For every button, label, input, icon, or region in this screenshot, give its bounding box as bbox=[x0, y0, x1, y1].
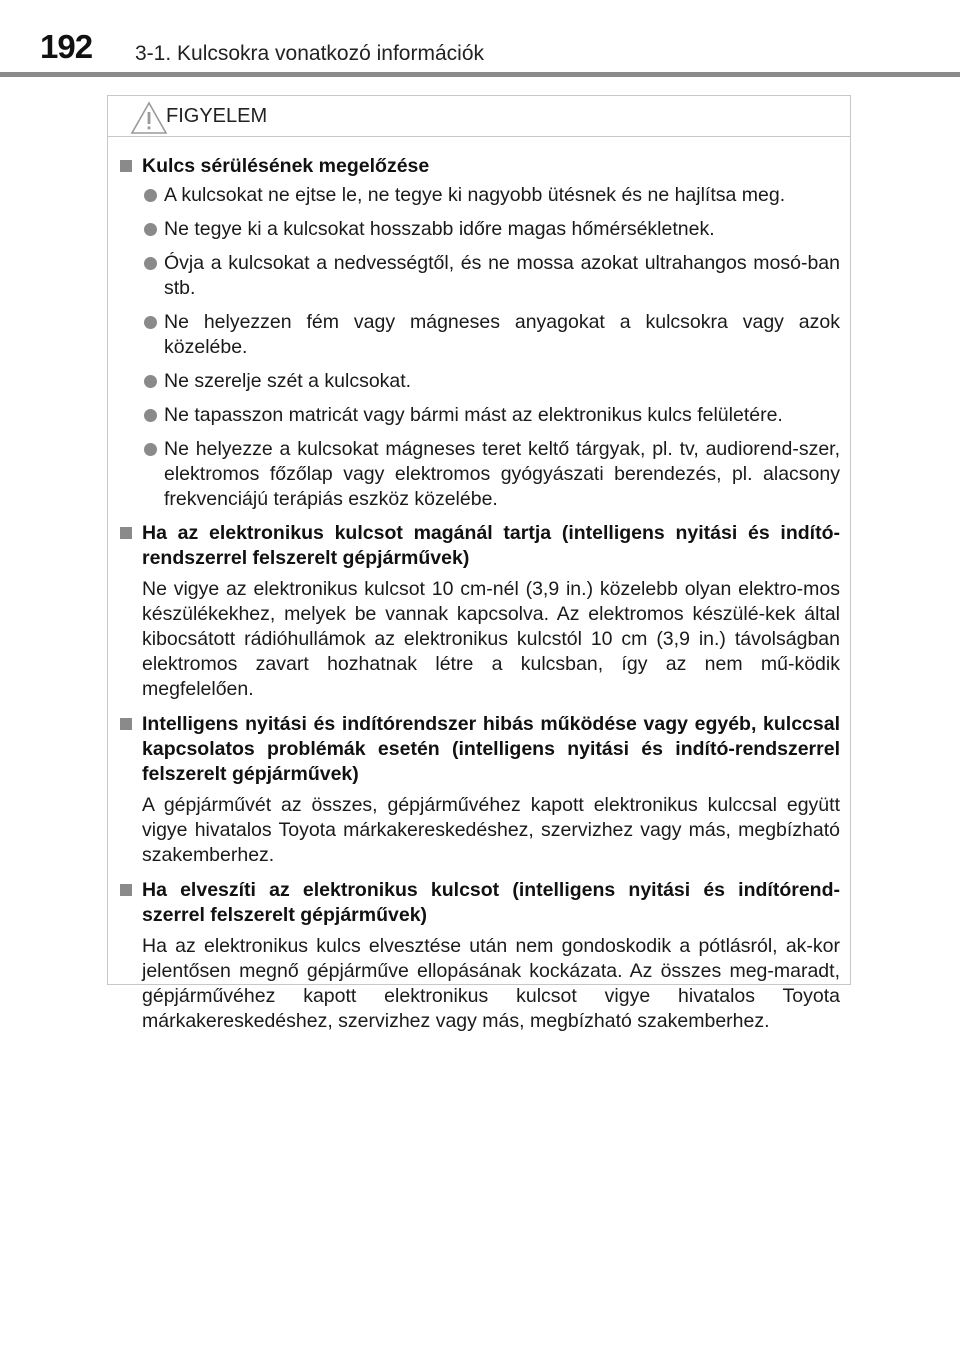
round-bullet-icon bbox=[144, 316, 157, 329]
topic-body: Ne vigye az elektronikus kulcsot 10 cm-nél (3,9 in.) közelebb olyan elektro-mos készülékekhez, melyek be vannak kapcsolva. Az elektromos készülé-kek által kibocsátott rádióhullámok az elektronikus kulcstól 10 cm (3,9 in.) távolságban elektromos zavart hozhatnak létre a kulcsban, így az nem mű-ködik megfelelően. bbox=[142, 578, 840, 700]
list-item-text: Ne helyezze a kulcsokat mágneses teret keltő tárgyak, pl. tv, audiorend-szer, elektromos főzőlap vagy elektromos gyógyászati berendezés, pl. alacsony frekvenciájú terápiás eszköz közelébe. bbox=[164, 438, 840, 510]
topic-lost-key bbox=[118, 878, 840, 1034]
topic-title: Intelligens nyitási és indítórendszer hibás működése vagy egyéb, kulccsal kapcsolatos problémák esetén (intelligens nyitási és indító-rendszerrel felszerelt gépjárművek) bbox=[142, 713, 840, 785]
topic-key-damage bbox=[118, 154, 840, 512]
bullet-list bbox=[142, 183, 840, 512]
warning-header bbox=[108, 96, 850, 137]
warning-box bbox=[107, 95, 851, 1032]
round-bullet-icon bbox=[144, 409, 157, 422]
header-rule bbox=[0, 72, 960, 77]
topic-malfunction bbox=[118, 712, 840, 868]
list-item bbox=[142, 217, 840, 242]
list-item-text: Óvja a kulcsokat a nedvességtől, és ne mossa azokat ultrahangos mosó-ban stb. bbox=[164, 252, 840, 299]
topic-title: Ha az elektronikus kulcsot magánál tartja (intelligens nyitási és indító-rendszerrel felszerelt gépjárművek) bbox=[142, 522, 840, 569]
list-item-text: Ne tapasszon matricát vagy bármi mást az elektronikus kulcs felületére. bbox=[164, 404, 783, 426]
list-item-text: A kulcsokat ne ejtse le, ne tegye ki nagyobb ütésnek és ne hajlítsa meg. bbox=[164, 184, 786, 206]
square-bullet-icon bbox=[120, 718, 132, 730]
list-item-text: Ne szerelje szét a kulcsokat. bbox=[164, 370, 412, 392]
page-number: 192 bbox=[40, 28, 93, 65]
topic-title: Kulcs sérülésének megelőzése bbox=[142, 155, 430, 177]
round-bullet-icon bbox=[144, 223, 157, 236]
list-item bbox=[142, 369, 840, 394]
section-title: 3-1. Kulcsokra vonatkozó információk bbox=[135, 42, 484, 65]
topic-body: Ha az elektronikus kulcs elvesztése után nem gondoskodik a pótlásról, ak-kor jelentősen megnő gépjárműve ellopásának kockázata. Az összes meg-maradt, gépjárművéhez kapott elektronikus kulcsot vigye hivatalos Toyota márkakereskedéshez, szervizhez vagy más, megbízható szakemberhez. bbox=[142, 935, 840, 1032]
round-bullet-icon bbox=[144, 189, 157, 202]
list-item bbox=[142, 310, 840, 360]
square-bullet-icon bbox=[120, 527, 132, 539]
warning-triangle-icon bbox=[130, 101, 168, 135]
round-bullet-icon bbox=[144, 257, 157, 270]
list-item bbox=[142, 183, 840, 208]
topic-body: A gépjárművét az összes, gépjárművéhez kapott elektronikus kulccsal együtt vigye hivatalos Toyota márkakereskedéshez, szervizhez vagy más, megbízható szakemberhez. bbox=[142, 794, 840, 866]
page-header bbox=[0, 0, 960, 80]
topic-title: Ha elveszíti az elektronikus kulcsot (intelligens nyitási és indítórend-szerrel felszerelt gépjárművek) bbox=[142, 879, 840, 926]
warning-title: FIGYELEM bbox=[166, 105, 268, 127]
round-bullet-icon bbox=[144, 443, 157, 456]
list-item-text: Ne helyezzen fém vagy mágneses anyagokat a kulcsokra vagy azok közelébe. bbox=[164, 311, 840, 358]
list-item bbox=[142, 403, 840, 428]
round-bullet-icon bbox=[144, 375, 157, 388]
warning-content bbox=[118, 154, 840, 1044]
list-item-text: Ne tegye ki a kulcsokat hosszabb időre magas hőmérsékletnek. bbox=[164, 218, 715, 240]
list-item bbox=[142, 437, 840, 512]
square-bullet-icon bbox=[120, 160, 132, 172]
topic-carrying-key bbox=[118, 521, 840, 702]
list-item bbox=[142, 251, 840, 301]
square-bullet-icon bbox=[120, 884, 132, 896]
